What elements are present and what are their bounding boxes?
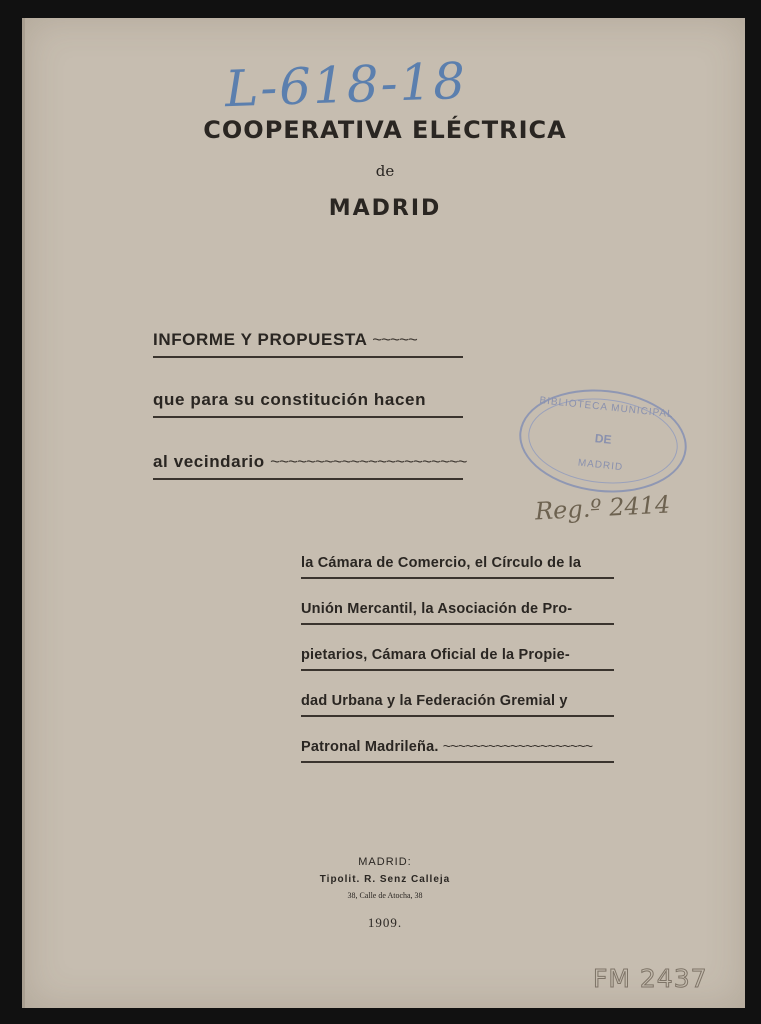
library-stamp: [514, 381, 692, 500]
body-line-text: pietarios, Cámara Oficial de la Propie-: [301, 647, 570, 663]
imprint-city: MADRID:: [358, 856, 412, 868]
subtitle-line: [153, 390, 463, 418]
body-line: [301, 739, 614, 763]
title-connector: de: [375, 162, 395, 180]
wavy-flourish: ~~~~~~~~~~~~~~~~~~~~~~: [270, 452, 467, 471]
imprint-year: 1909.: [367, 915, 403, 930]
body-line: [301, 693, 614, 717]
stamp-bottom-text: MADRID: [577, 457, 624, 474]
body-line: [301, 555, 614, 579]
body-line: [301, 601, 614, 625]
subtitle-line: [153, 330, 463, 358]
imprint-printer: Tipolit. R. Senz Calleja: [319, 874, 451, 885]
body-line: [301, 647, 614, 671]
wavy-flourish: ~~~~~: [372, 330, 417, 349]
body-line-text: Patronal Madrileña.: [301, 739, 439, 755]
subtitle-line-text: al vecindario: [153, 452, 265, 471]
subtitle-line-text: INFORME Y PROPUESTA: [153, 330, 367, 349]
body-line-text: Unión Mercantil, la Asociación de Pro-: [301, 601, 573, 617]
stamp-middle-text: DE: [594, 431, 613, 447]
body-line-text: dad Urbana y la Federación Gremial y: [301, 693, 568, 709]
handwritten-reference: L-618-18: [224, 51, 469, 119]
shelfmark: FM 2437: [593, 964, 708, 993]
subtitle-line-text: que para su constitución hacen: [153, 390, 427, 409]
document-title: COOPERATIVA ELÉCTRICA: [203, 116, 567, 144]
wavy-flourish: ~~~~~~~~~~~~~~~~~~~~: [442, 739, 593, 755]
registration-note: Reg.º 2414: [534, 490, 671, 526]
imprint-address: 38, Calle de Atocha, 38: [347, 891, 423, 900]
subtitle-line: [153, 452, 467, 480]
stamp-top-text: BIBLIOTECA MUNICIPAL: [538, 395, 675, 421]
document-page: [22, 18, 745, 1008]
title-city: MADRID: [328, 196, 442, 221]
body-line-text: la Cámara de Comercio, el Círculo de la: [301, 555, 582, 571]
